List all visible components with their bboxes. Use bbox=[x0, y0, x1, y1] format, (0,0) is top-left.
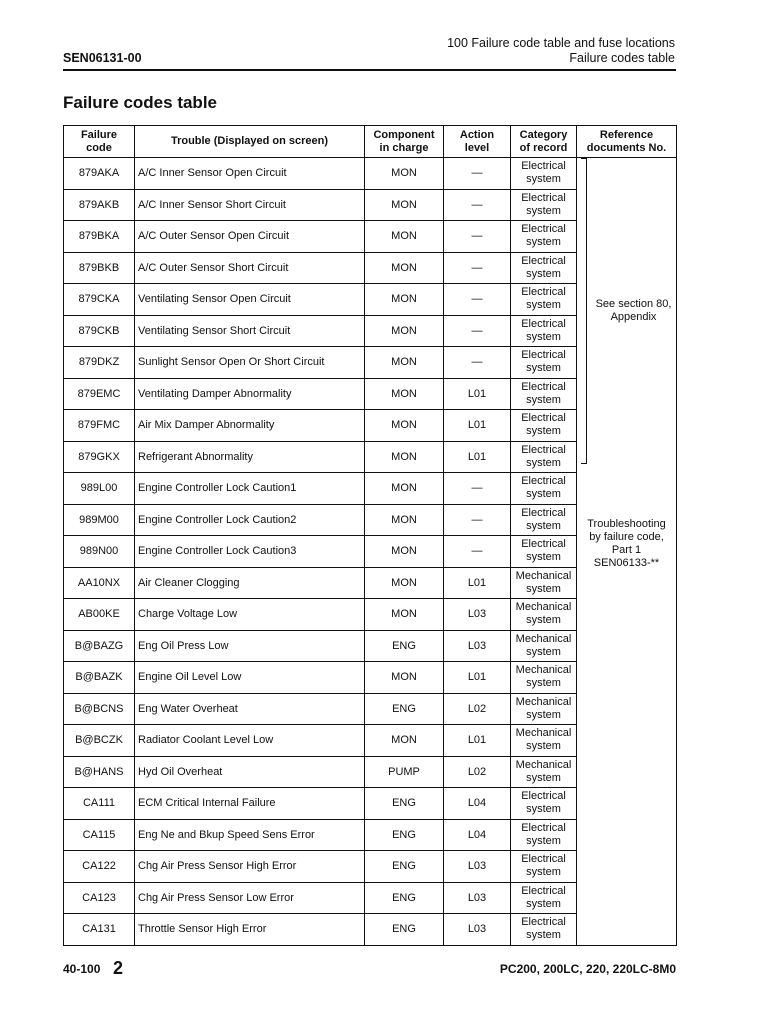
category-cell bbox=[511, 756, 577, 788]
category-cell bbox=[511, 504, 577, 536]
model-list: PC200, 200LC, 220, 220LC-8M0 bbox=[499, 962, 676, 976]
trouble-cell: Hyd Oil Overheat bbox=[135, 756, 365, 788]
failure-code-cell: 879DKZ bbox=[64, 347, 135, 379]
category-line: Electrical bbox=[521, 538, 566, 551]
document-header bbox=[447, 36, 675, 66]
category-line: Electrical bbox=[521, 160, 566, 173]
category-line: Electrical bbox=[521, 191, 566, 204]
trouble-cell: Throttle Sensor High Error bbox=[135, 914, 365, 946]
category-line: Electrical bbox=[521, 223, 566, 236]
reference-line: Appendix bbox=[610, 311, 657, 323]
category-cell bbox=[511, 914, 577, 946]
failure-code-cell: 879BKB bbox=[64, 252, 135, 284]
component-cell: MON bbox=[365, 473, 444, 505]
category-cell bbox=[511, 536, 577, 568]
component-cell: MON bbox=[365, 378, 444, 410]
component-cell: MON bbox=[365, 252, 444, 284]
category-line: system bbox=[526, 897, 561, 910]
failure-code-cell: CA115 bbox=[64, 819, 135, 851]
failure-code-cell: AB00KE bbox=[64, 599, 135, 631]
component-cell: MON bbox=[365, 189, 444, 221]
header-line: Reference bbox=[599, 128, 654, 141]
reference-line: Troubleshooting bbox=[587, 518, 666, 530]
trouble-cell: Radiator Coolant Level Low bbox=[135, 725, 365, 757]
reference-line: Part 1 bbox=[611, 544, 642, 556]
action-level-cell: — bbox=[444, 504, 511, 536]
header-trouble: Trouble (Displayed on screen) bbox=[135, 126, 365, 158]
component-cell: PUMP bbox=[365, 756, 444, 788]
category-cell bbox=[511, 410, 577, 442]
category-line: Electrical bbox=[521, 286, 566, 299]
action-level-cell: — bbox=[444, 252, 511, 284]
category-line: system bbox=[526, 173, 561, 186]
category-cell bbox=[511, 252, 577, 284]
action-level-cell: L01 bbox=[444, 725, 511, 757]
category-cell bbox=[511, 788, 577, 820]
component-cell: MON bbox=[365, 662, 444, 694]
action-level-cell: L04 bbox=[444, 788, 511, 820]
reference-see-section bbox=[591, 298, 676, 324]
header-divider bbox=[63, 69, 676, 71]
category-line: system bbox=[526, 551, 561, 564]
category-line: Electrical bbox=[521, 821, 566, 834]
category-line: system bbox=[526, 929, 561, 942]
trouble-cell: Engine Oil Level Low bbox=[135, 662, 365, 694]
failure-code-cell: B@BAZK bbox=[64, 662, 135, 694]
category-line: Electrical bbox=[521, 853, 566, 866]
action-level-cell: — bbox=[444, 158, 511, 190]
reference-troubleshooting bbox=[577, 518, 676, 570]
failure-code-cell: B@HANS bbox=[64, 756, 135, 788]
trouble-cell: Eng Ne and Bkup Speed Sens Error bbox=[135, 819, 365, 851]
trouble-cell: Charge Voltage Low bbox=[135, 599, 365, 631]
header-line: code bbox=[86, 141, 112, 154]
action-level-cell: — bbox=[444, 221, 511, 253]
failure-code-cell: 879AKA bbox=[64, 158, 135, 190]
header-line: documents No. bbox=[586, 141, 667, 154]
failure-code-cell: 879FMC bbox=[64, 410, 135, 442]
action-level-cell: L04 bbox=[444, 819, 511, 851]
category-line: system bbox=[526, 519, 561, 532]
trouble-cell: A/C Inner Sensor Open Circuit bbox=[135, 158, 365, 190]
category-line: system bbox=[526, 740, 561, 753]
component-cell: MON bbox=[365, 599, 444, 631]
revision-number: 2 bbox=[113, 958, 124, 978]
document-number: SEN06131-00 bbox=[63, 51, 142, 65]
action-level-cell: L01 bbox=[444, 662, 511, 694]
header-line: Component bbox=[373, 128, 435, 141]
category-line: system bbox=[526, 582, 561, 595]
trouble-cell: Engine Controller Lock Caution3 bbox=[135, 536, 365, 568]
header-line: in charge bbox=[379, 141, 429, 154]
trouble-cell: Eng Oil Press Low bbox=[135, 630, 365, 662]
header-line: level bbox=[464, 141, 490, 154]
category-line: Electrical bbox=[521, 475, 566, 488]
action-level-cell: L03 bbox=[444, 630, 511, 662]
action-level-cell: — bbox=[444, 473, 511, 505]
category-line: Mechanical bbox=[515, 758, 572, 771]
action-level-cell: — bbox=[444, 536, 511, 568]
failure-code-cell: AA10NX bbox=[64, 567, 135, 599]
failure-code-cell: 879AKB bbox=[64, 189, 135, 221]
category-cell bbox=[511, 189, 577, 221]
action-level-cell: L03 bbox=[444, 882, 511, 914]
component-cell: MON bbox=[365, 567, 444, 599]
reference-cell bbox=[577, 158, 677, 946]
component-cell: MON bbox=[365, 221, 444, 253]
failure-code-cell: 989M00 bbox=[64, 504, 135, 536]
category-cell bbox=[511, 378, 577, 410]
component-cell: MON bbox=[365, 725, 444, 757]
component-cell: ENG bbox=[365, 882, 444, 914]
action-level-cell: L01 bbox=[444, 441, 511, 473]
action-level-cell: L02 bbox=[444, 693, 511, 725]
page-number: 40-100 bbox=[63, 962, 101, 976]
component-cell: MON bbox=[365, 315, 444, 347]
component-cell: MON bbox=[365, 441, 444, 473]
category-line: system bbox=[526, 204, 561, 217]
component-cell: ENG bbox=[365, 788, 444, 820]
failure-code-cell: 989L00 bbox=[64, 473, 135, 505]
category-line: system bbox=[526, 488, 561, 501]
component-cell: ENG bbox=[365, 914, 444, 946]
header-reference bbox=[577, 126, 677, 158]
category-cell bbox=[511, 630, 577, 662]
component-cell: ENG bbox=[365, 630, 444, 662]
category-line: Mechanical bbox=[515, 601, 572, 614]
section-subtitle: Failure codes table bbox=[569, 51, 675, 65]
section-title: 100 Failure code table and fuse locations bbox=[447, 36, 675, 50]
category-cell bbox=[511, 284, 577, 316]
category-line: system bbox=[526, 803, 561, 816]
component-cell: ENG bbox=[365, 851, 444, 883]
failure-code-cell: B@BCNS bbox=[64, 693, 135, 725]
category-line: system bbox=[526, 614, 561, 627]
trouble-cell: Eng Water Overheat bbox=[135, 693, 365, 725]
category-line: Electrical bbox=[521, 349, 566, 362]
reference-line: by failure code, bbox=[589, 531, 664, 543]
action-level-cell: L01 bbox=[444, 378, 511, 410]
category-line: system bbox=[526, 393, 561, 406]
header-line: Action bbox=[459, 128, 495, 141]
category-line: Electrical bbox=[521, 443, 566, 456]
category-line: Electrical bbox=[521, 254, 566, 267]
header-line: Category bbox=[519, 128, 568, 141]
failure-code-cell: 879BKA bbox=[64, 221, 135, 253]
category-cell bbox=[511, 851, 577, 883]
header-action-level bbox=[444, 126, 511, 158]
category-line: Electrical bbox=[521, 790, 566, 803]
component-cell: MON bbox=[365, 536, 444, 568]
failure-code-cell: 989N00 bbox=[64, 536, 135, 568]
failure-code-cell: B@BCZK bbox=[64, 725, 135, 757]
category-cell bbox=[511, 882, 577, 914]
action-level-cell: L02 bbox=[444, 756, 511, 788]
category-line: Mechanical bbox=[515, 695, 572, 708]
trouble-cell: A/C Outer Sensor Open Circuit bbox=[135, 221, 365, 253]
header-line: Failure bbox=[80, 128, 118, 141]
category-line: system bbox=[526, 425, 561, 438]
trouble-cell: Sunlight Sensor Open Or Short Circuit bbox=[135, 347, 365, 379]
trouble-cell: Air Cleaner Clogging bbox=[135, 567, 365, 599]
category-line: system bbox=[526, 267, 561, 280]
category-cell bbox=[511, 347, 577, 379]
trouble-cell: Ventilating Sensor Short Circuit bbox=[135, 315, 365, 347]
failure-code-cell: CA123 bbox=[64, 882, 135, 914]
component-cell: ENG bbox=[365, 819, 444, 851]
category-line: system bbox=[526, 866, 561, 879]
category-line: Electrical bbox=[521, 380, 566, 393]
category-cell bbox=[511, 819, 577, 851]
action-level-cell: L01 bbox=[444, 567, 511, 599]
component-cell: ENG bbox=[365, 693, 444, 725]
trouble-cell: A/C Inner Sensor Short Circuit bbox=[135, 189, 365, 221]
failure-code-cell: 879GKX bbox=[64, 441, 135, 473]
component-cell: MON bbox=[365, 158, 444, 190]
failure-code-cell: CA111 bbox=[64, 788, 135, 820]
category-cell bbox=[511, 441, 577, 473]
category-line: system bbox=[526, 456, 561, 469]
action-level-cell: — bbox=[444, 284, 511, 316]
trouble-cell: ECM Critical Internal Failure bbox=[135, 788, 365, 820]
category-line: system bbox=[526, 708, 561, 721]
category-line: Mechanical bbox=[515, 664, 572, 677]
trouble-cell: Ventilating Damper Abnormality bbox=[135, 378, 365, 410]
category-line: system bbox=[526, 362, 561, 375]
category-cell bbox=[511, 693, 577, 725]
component-cell: MON bbox=[365, 504, 444, 536]
trouble-cell: Ventilating Sensor Open Circuit bbox=[135, 284, 365, 316]
category-line: system bbox=[526, 236, 561, 249]
header-line: of record bbox=[519, 141, 568, 154]
category-cell bbox=[511, 662, 577, 694]
category-cell bbox=[511, 315, 577, 347]
action-level-cell: L01 bbox=[444, 410, 511, 442]
reference-bracket bbox=[581, 158, 587, 464]
component-cell: MON bbox=[365, 347, 444, 379]
trouble-cell: Engine Controller Lock Caution1 bbox=[135, 473, 365, 505]
category-line: system bbox=[526, 677, 561, 690]
table-row bbox=[64, 158, 677, 190]
category-line: system bbox=[526, 771, 561, 784]
category-cell bbox=[511, 221, 577, 253]
component-cell: MON bbox=[365, 284, 444, 316]
failure-code-cell: 879EMC bbox=[64, 378, 135, 410]
header-category bbox=[511, 126, 577, 158]
failure-code-cell: CA122 bbox=[64, 851, 135, 883]
action-level-cell: L03 bbox=[444, 851, 511, 883]
category-cell bbox=[511, 725, 577, 757]
failure-code-cell: B@BAZG bbox=[64, 630, 135, 662]
failure-code-cell: 879CKB bbox=[64, 315, 135, 347]
failure-code-cell: CA131 bbox=[64, 914, 135, 946]
failure-codes-table bbox=[63, 125, 677, 946]
category-line: Electrical bbox=[521, 884, 566, 897]
category-line: Mechanical bbox=[515, 569, 572, 582]
category-cell bbox=[511, 599, 577, 631]
category-line: Electrical bbox=[521, 412, 566, 425]
category-line: system bbox=[526, 834, 561, 847]
trouble-cell: Refrigerant Abnormality bbox=[135, 441, 365, 473]
action-level-cell: L03 bbox=[444, 914, 511, 946]
table-header-row bbox=[64, 126, 677, 158]
category-cell bbox=[511, 473, 577, 505]
failure-code-cell: 879CKA bbox=[64, 284, 135, 316]
action-level-cell: — bbox=[444, 189, 511, 221]
trouble-cell: Chg Air Press Sensor Low Error bbox=[135, 882, 365, 914]
category-cell bbox=[511, 158, 577, 190]
category-line: Electrical bbox=[521, 317, 566, 330]
action-level-cell: L03 bbox=[444, 599, 511, 631]
category-line: system bbox=[526, 645, 561, 658]
header-component bbox=[365, 126, 444, 158]
category-cell bbox=[511, 567, 577, 599]
header-failure-code bbox=[64, 126, 135, 158]
category-line: Mechanical bbox=[515, 727, 572, 740]
page-title: Failure codes table bbox=[63, 93, 217, 112]
trouble-cell: Chg Air Press Sensor High Error bbox=[135, 851, 365, 883]
action-level-cell: — bbox=[444, 347, 511, 379]
component-cell: MON bbox=[365, 410, 444, 442]
category-line: system bbox=[526, 299, 561, 312]
category-line: system bbox=[526, 330, 561, 343]
trouble-cell: Engine Controller Lock Caution2 bbox=[135, 504, 365, 536]
category-line: Electrical bbox=[521, 916, 566, 929]
trouble-cell: A/C Outer Sensor Short Circuit bbox=[135, 252, 365, 284]
category-line: Mechanical bbox=[515, 632, 572, 645]
category-line: Electrical bbox=[521, 506, 566, 519]
reference-line: SEN06133-** bbox=[593, 557, 660, 569]
reference-line: See section 80, bbox=[595, 298, 672, 310]
trouble-cell: Air Mix Damper Abnormality bbox=[135, 410, 365, 442]
action-level-cell: — bbox=[444, 315, 511, 347]
